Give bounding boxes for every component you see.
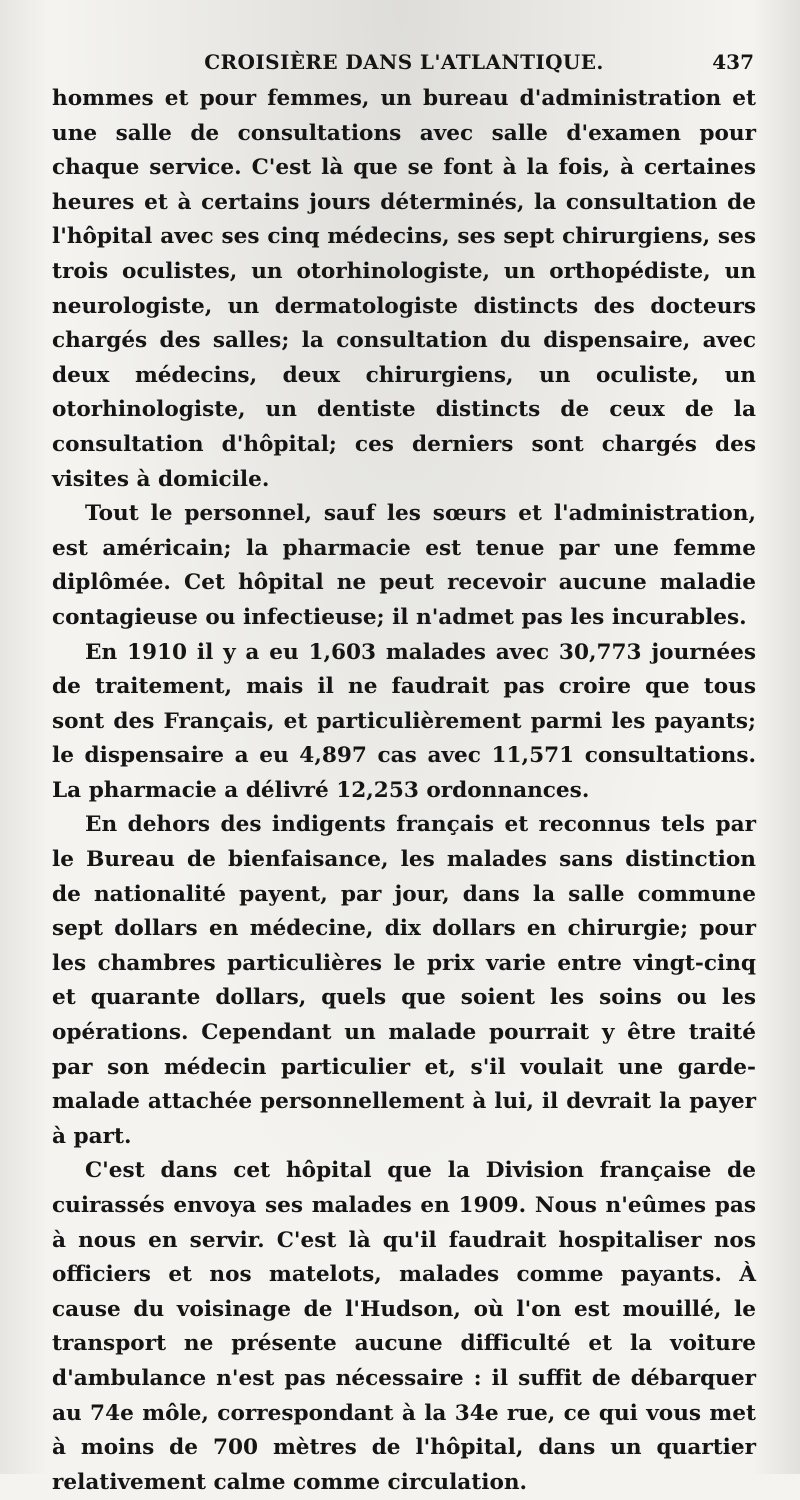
page-number: 437 [712,50,754,74]
paragraph-5: C'est dans cet hôpital que la Division française de cuirassés envoya ses malades en 1909. Nous n'eûmes pas à nous en servir. C'est là qu'il faudrait hospitaliser nos officiers et nos matelots, malades comme payants. À cause du voisinage de l'Hudson, où l'on est mouillé, le transport ne présente aucune difficulté et la voiture d'ambulance n'est pas nécessaire : il suffit de débarquer au 74e môle, correspondant à la 34e rue, ce qui vous met à moins de 700 mètres de l'hôpital, dans un quartier relativement calme comme circulation. [52,1158,756,1495]
paragraph-1: hommes et pour femmes, un bureau d'administration et une salle de consultations avec salle d'examen pour chaque service. C'est là que se font à la fois, à certaines heures et à certains jours déterminés, la consultation de l'hôpital avec ses cinq médecins, ses sept chirurgiens, ses trois oculistes, un otorhinologiste, un orthopédiste, un neurologiste, un dermatologiste distincts des docteurs chargés des salles; la consultation du dispensaire, avec deux médecins, deux chirurgiens, un oculiste, un otorhinologiste, un dentiste distincts de ceux de la consultation d'hôpital; ces derniers sont chargés des visites à domicile. [52,86,756,492]
body-text [52,82,756,1500]
running-title: CROISIÈRE DANS L'ATLANTIQUE. [204,50,604,74]
paragraph-2: Tout le personnel, sauf les sœurs et l'administration, est américain; la pharmacie est tenue par une femme diplômée. Cet hôpital ne peut recevoir aucune maladie contagieuse ou infectieuse; il n'admet pas les incurables. [52,501,756,630]
paragraph-4: En dehors des indigents français et reconnus tels par le Bureau de bienfaisance, les malades sans distinction de nationalité payent, par jour, dans la salle commune sept dollars en médecine, dix dollars en chirurgie; pour les chambres particulières le prix varie entre vingt-cinq et quarante dollars, quels que soient les soins ou les opérations. Cependant un malade pourrait y être traité par son médecin particulier et, s'il voulait une garde-malade attachée personnellement à lui, il devrait la payer à part. [52,812,756,1149]
paragraph-3: En 1910 il y a eu 1,603 malades avec 30,773 journées de traitement, mais il ne faudrait pas croire que tous sont des Français, et particulièrement parmi les payants; le dispensaire a eu 4,897 cas avec 11,571 consultations. La pharmacie a délivré 12,253 ordonnances. [52,639,756,803]
page-header [52,46,756,82]
